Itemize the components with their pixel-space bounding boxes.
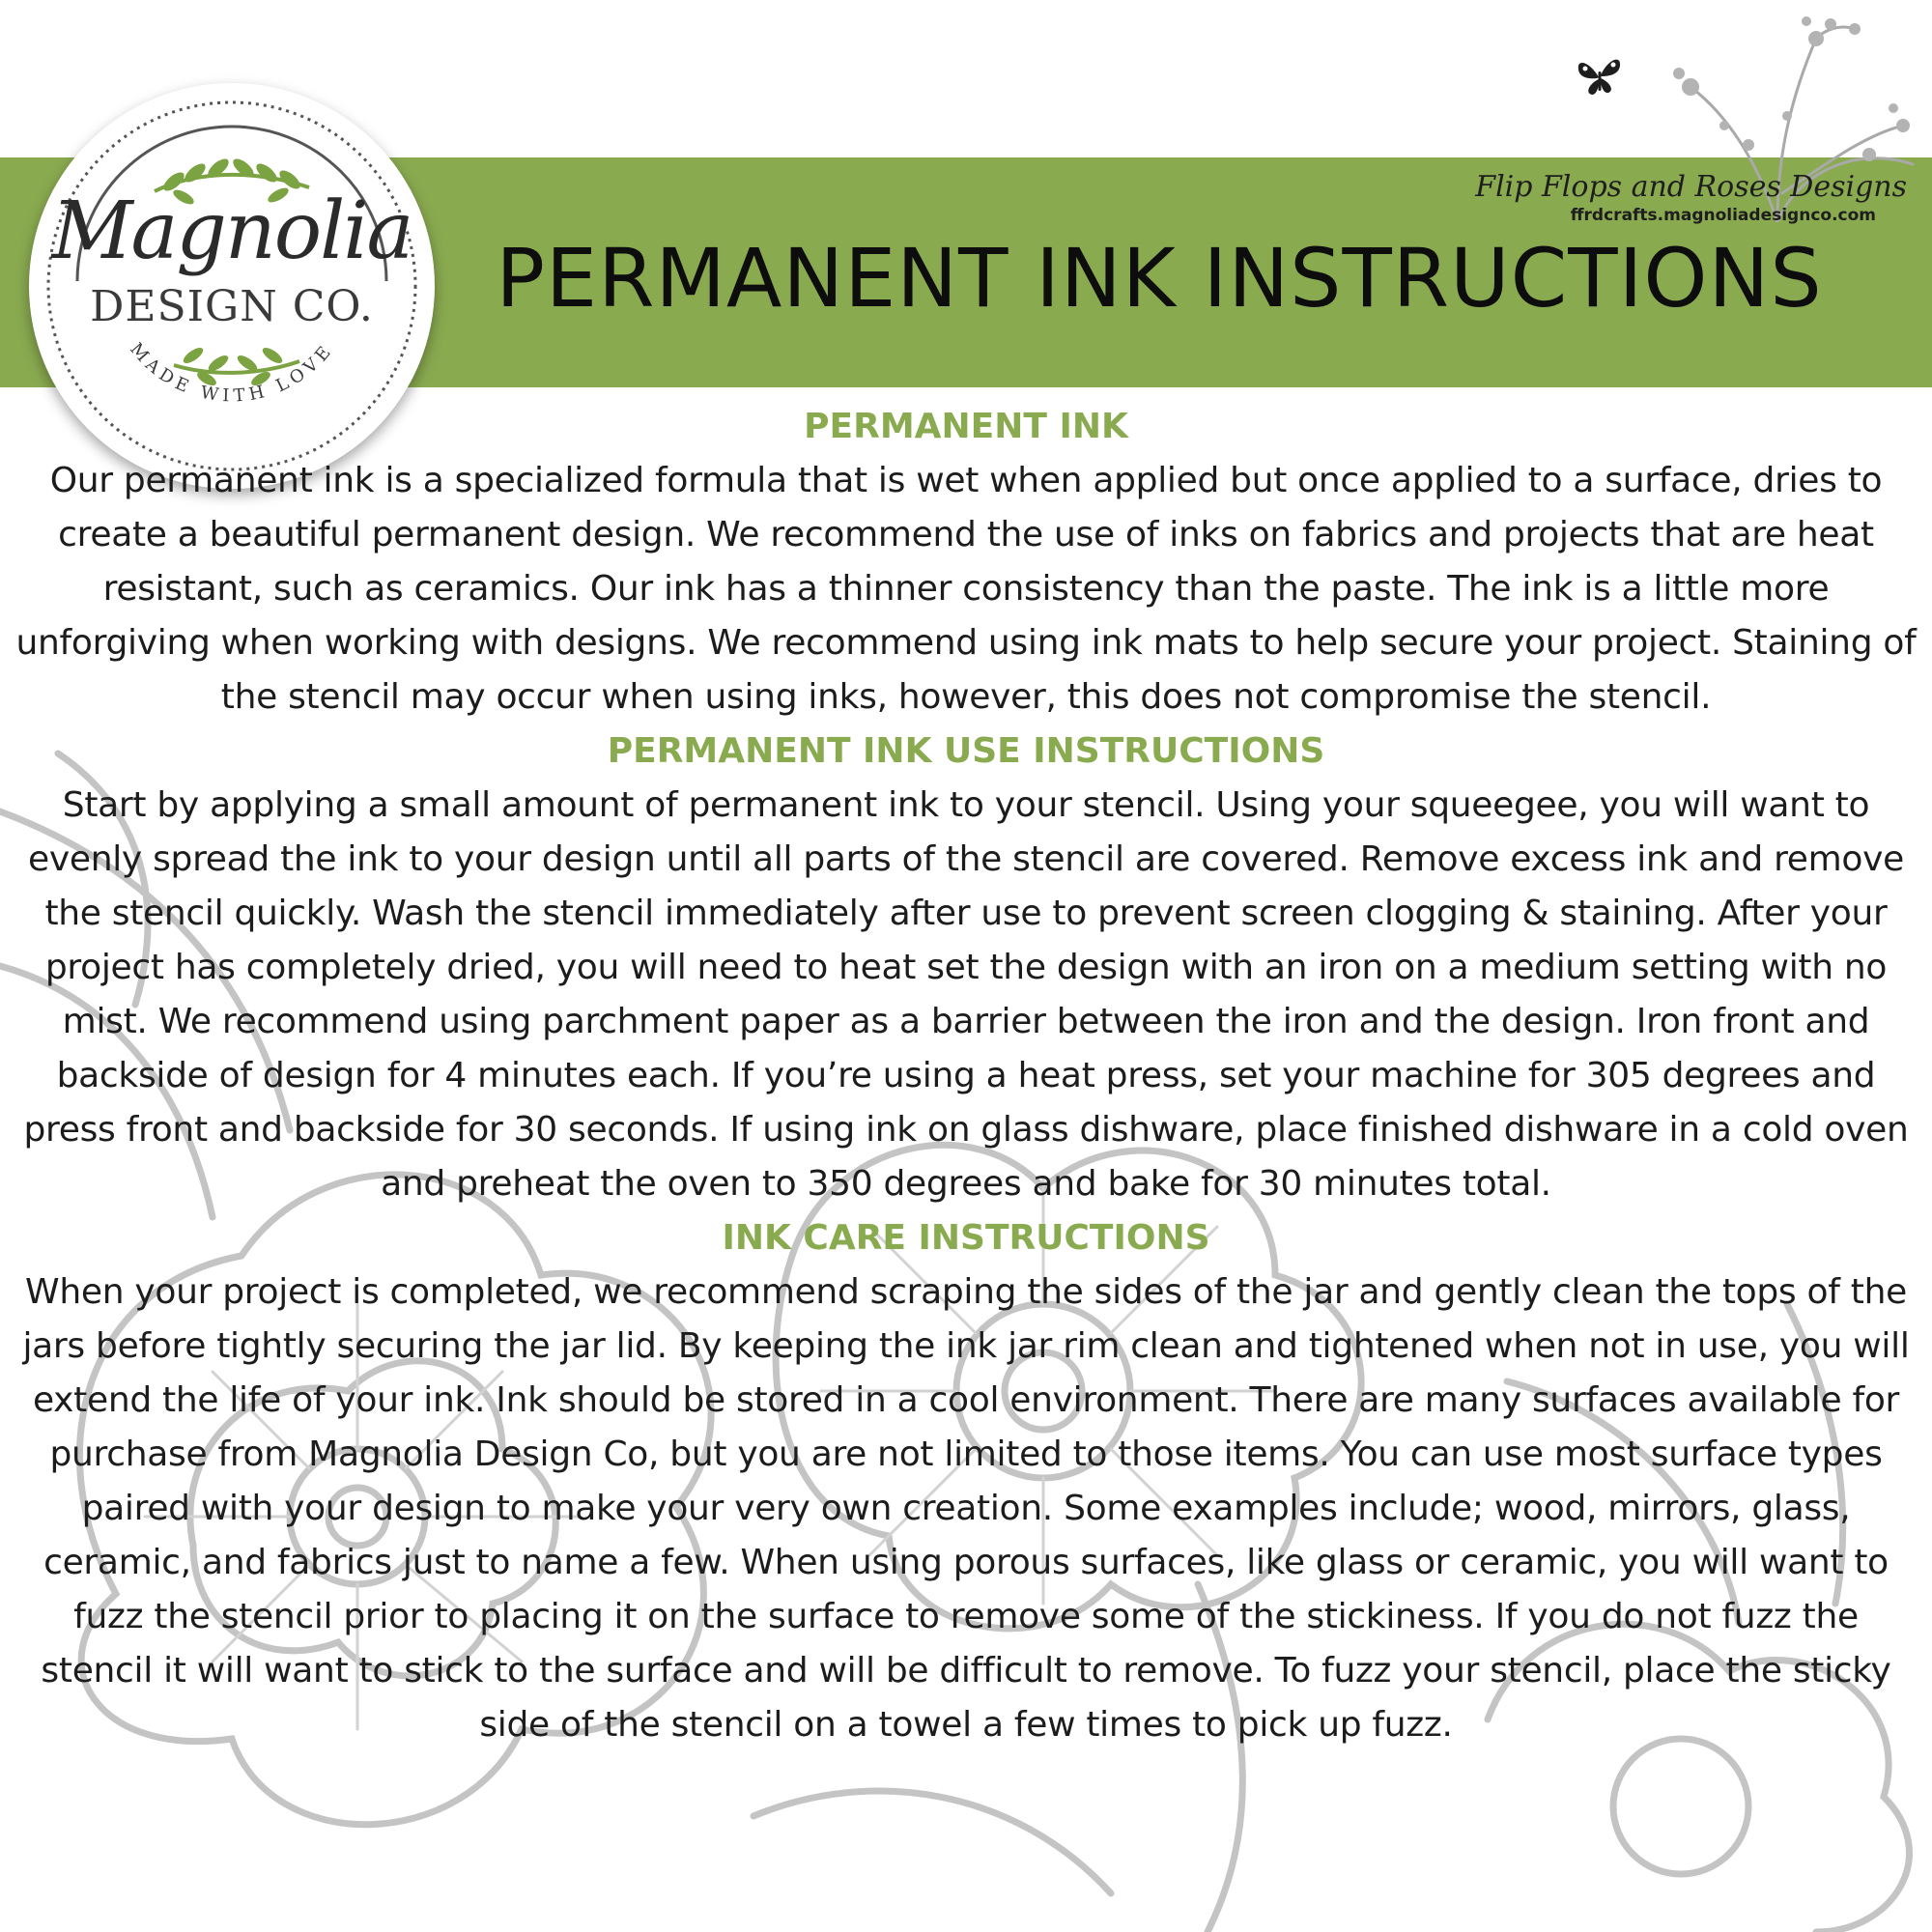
logo-script-name: Magnolia bbox=[51, 185, 412, 277]
butterfly-icon bbox=[1573, 50, 1625, 102]
logo-sub-name: DESIGN CO. bbox=[90, 282, 374, 331]
section-body-use-instructions: Start by applying a small amount of permanent ink to your stencil. Using your squeegee, you will want to evenly spread the ink to your design until all parts of the stencil are covered. Remove excess ink and remove the stencil quickly. Wash the stencil immediately after use to prevent screen clogging & staining. After your project has completely dried, you will need to heat set the design with an iron on a medium setting with no mist. We recommend using parchment paper as a barrier between the iron and the design. Iron front and backside of design for 4 minutes each. If you’re using a heat press, set your machine for 305 degrees and press front and backside for 30 seconds. If using ink on glass dishware, place finished dishware in a cold oven and preheat the oven to 350 degrees and bake for 30 minutes total. bbox=[23, 785, 1909, 1204]
section-heading-care-instructions: INK CARE INSTRUCTIONS bbox=[722, 1218, 1210, 1258]
brand-url: ffrdcrafts.magnoliadesignco.com bbox=[1570, 206, 1876, 225]
instructions-content bbox=[15, 400, 1917, 1752]
logo-tagline: MADE WITH LOVE bbox=[126, 339, 338, 407]
section-body-permanent-ink: Our permanent ink is a specialized formula that is wet when applied but once applied to a surface, dries to create a beautiful permanent design. We recommend the use of inks on fabrics and projects that are heat resistant, such as ceramics. Our ink has a thinner consistency than the paste. The ink is a little more unforgiving when working with designs. We recommend using ink mats to help secure your project. Staining of the stencil may occur when using inks, however, this does not compromise the stencil. bbox=[15, 461, 1917, 717]
section-heading-permanent-ink: PERMANENT INK bbox=[804, 407, 1128, 446]
section-heading-use-instructions: PERMANENT INK USE INSTRUCTIONS bbox=[607, 731, 1325, 771]
section-body-care-instructions: When your project is completed, we recommend scraping the sides of the jar and gently clean the tops of the jars before tightly securing the jar lid. By keeping the ink jar rim clean and tightened when not in use, you will extend the life of your ink. Ink should be stored in a cool environment. There are many surfaces available for purchase from Magnolia Design Co, but you are not limited to those items. You can use most surface types paired with your design to make your very own creation. Some examples include; wood, mirrors, glass, ceramic, and fabrics just to name a few. When using porous surfaces, like glass or ceramic, you will want to fuzz the stencil prior to placing it on the surface to remove some of the stickiness. If you do not fuzz the stencil it will want to stick to the surface and will be difficult to remove. To fuzz your stencil, place the sticky side of the stencil on a towel a few times to pick up fuzz. bbox=[22, 1272, 1910, 1745]
brand-block bbox=[1475, 170, 1907, 226]
page-title: PERMANENT INK INSTRUCTIONS bbox=[496, 231, 1823, 326]
brand-name: Flip Flops and Roses Designs bbox=[1475, 170, 1907, 204]
